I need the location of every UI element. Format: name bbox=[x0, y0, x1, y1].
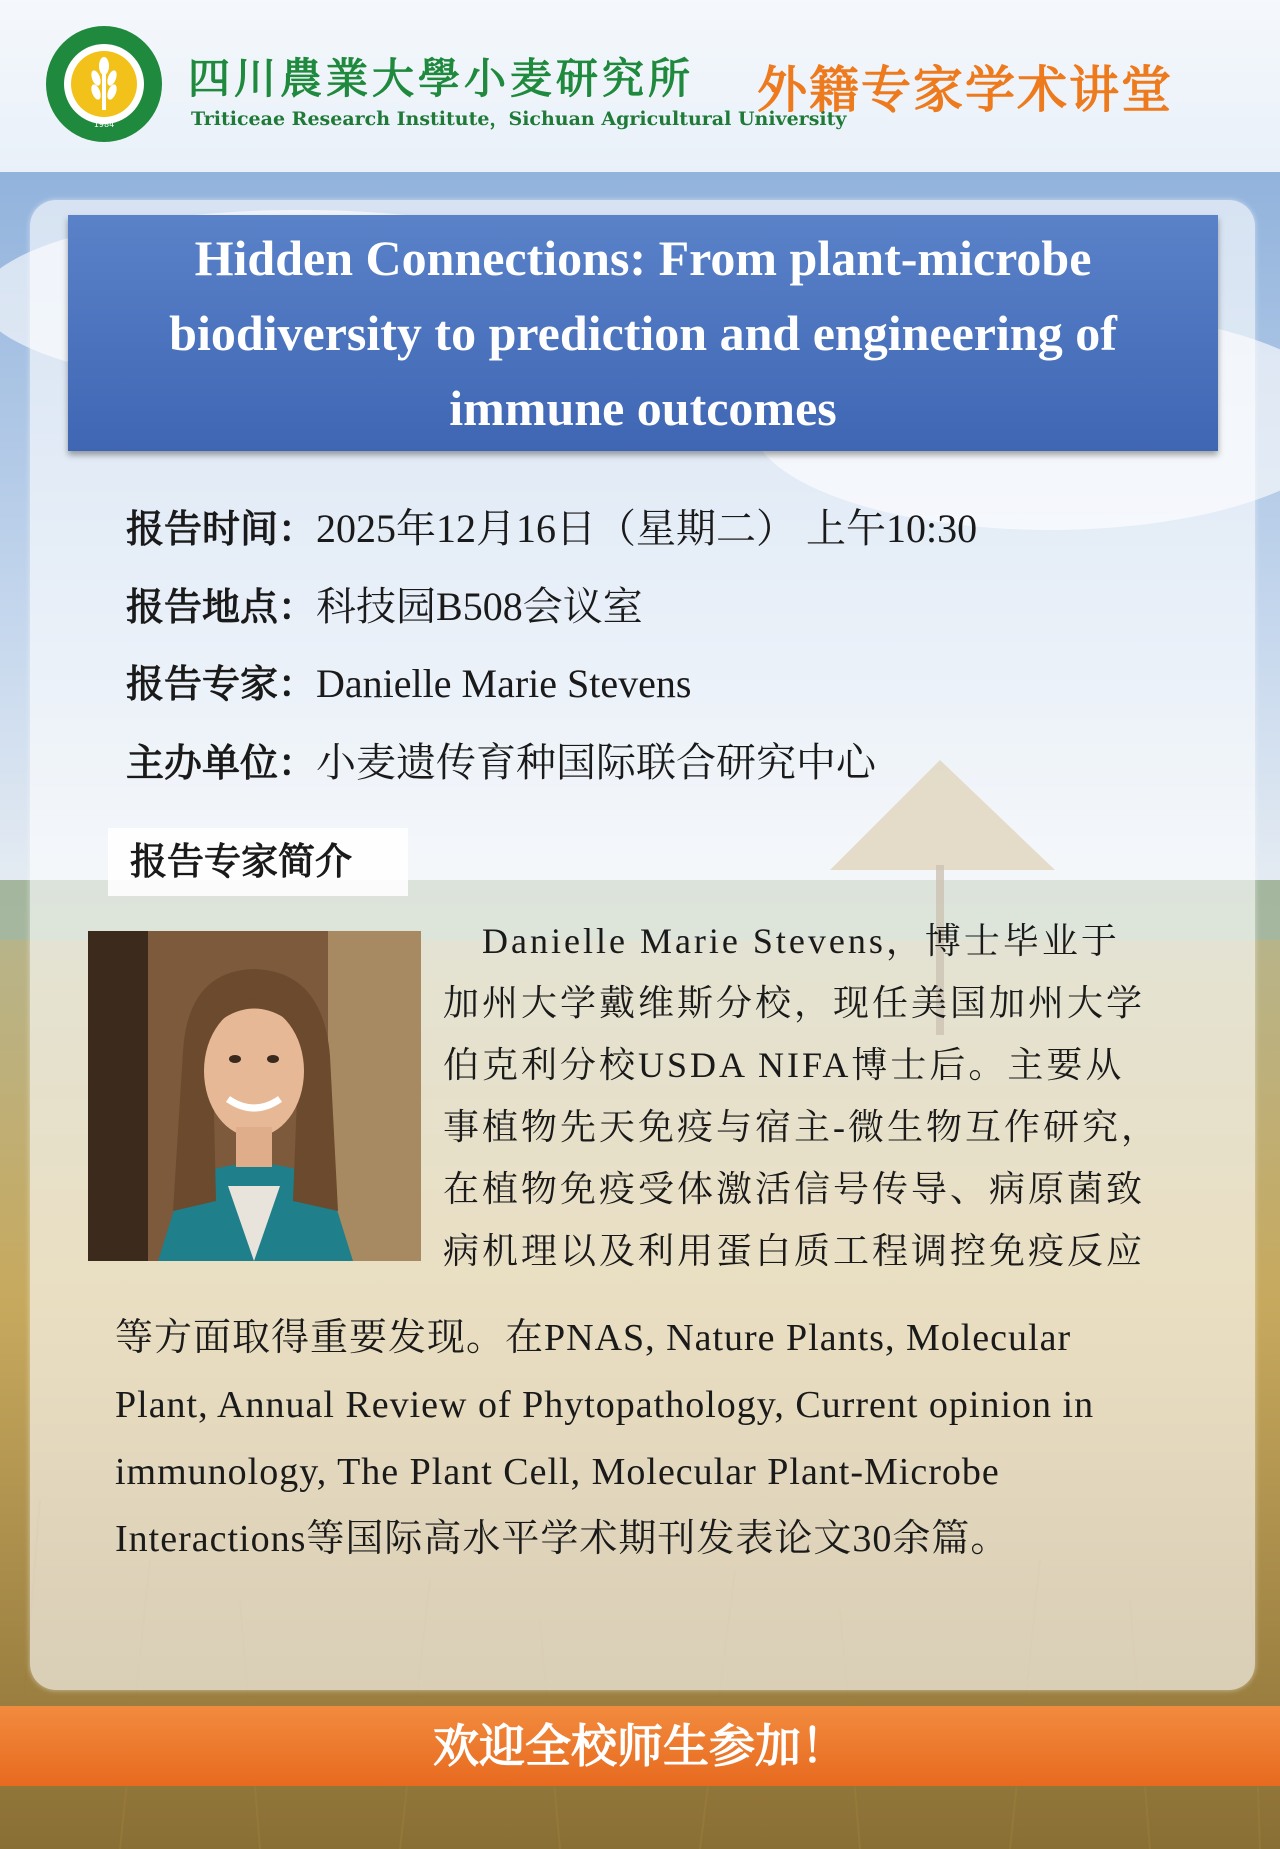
bio-line: immunology, The Plant Cell, Molecular Plant-Microbe bbox=[115, 1451, 1000, 1493]
info-label: 报告地点： bbox=[126, 585, 317, 629]
bio-heading: 报告专家简介 bbox=[108, 828, 408, 896]
info-label: 报告时间： bbox=[126, 507, 317, 551]
bio-line: 伯克利分校USDA NIFA博士后。主要从 bbox=[443, 1045, 1125, 1085]
info-value: 2025年12月16日（星期二） 上午10:30 bbox=[316, 506, 978, 551]
university-name-en: Triticeae Research Institute，Sichuan Agricultural University bbox=[191, 108, 847, 130]
bio-line: 病机理以及利用蛋白质工程调控免疫反应 bbox=[443, 1231, 1146, 1271]
bio-text-beside-photo bbox=[443, 910, 1168, 1282]
info-location bbox=[126, 575, 643, 632]
speaker-photo bbox=[88, 931, 421, 1261]
bio-line: 在植物免疫受体激活信号传导、病原菌致 bbox=[443, 1169, 1146, 1209]
talk-title: Hidden Connections: From plant-microbe biodiversity to prediction and engineering of immune outcomes bbox=[169, 229, 1117, 436]
logo-year: 1984 bbox=[93, 120, 115, 129]
info-value: 科技园B508会议室 bbox=[316, 584, 643, 629]
bio-text-continued bbox=[115, 1305, 1170, 1573]
info-time bbox=[126, 497, 977, 554]
info-value: 小麦遗传育种国际联合研究中心 bbox=[316, 740, 877, 785]
bio-line: Plant, Annual Review of Phytopathology, Current opinion in bbox=[115, 1384, 1095, 1426]
lecture-series-title: 外籍专家学术讲堂 bbox=[757, 61, 1173, 119]
university-name-cn: 四川農業大學小麦研究所 bbox=[188, 54, 695, 103]
info-label: 主办单位： bbox=[126, 741, 317, 785]
info-label: 报告专家： bbox=[126, 662, 317, 706]
header-banner bbox=[0, 0, 1280, 172]
footer-welcome-text: 欢迎全校师生参加！ bbox=[433, 1719, 847, 1773]
bio-line: 等方面取得重要发现。在PNAS, Nature Plants, Molecular bbox=[115, 1317, 1072, 1359]
bio-line: Interactions等国际高水平学术期刊发表论文30余篇。 bbox=[115, 1518, 1010, 1560]
bio-line: 加州大学戴维斯分校，现任美国加州大学 bbox=[443, 983, 1146, 1023]
footer-banner bbox=[0, 1706, 1280, 1786]
info-value: Danielle Marie Stevens bbox=[316, 661, 692, 706]
info-organizer bbox=[126, 731, 876, 788]
talk-title-box bbox=[68, 215, 1218, 451]
info-speaker bbox=[126, 653, 691, 708]
university-logo bbox=[44, 24, 164, 144]
bio-line: 事植物先天免疫与宿主-微生物互作研究， bbox=[443, 1107, 1160, 1147]
bio-line: Danielle Marie Stevens，博士毕业于 bbox=[443, 921, 1120, 961]
